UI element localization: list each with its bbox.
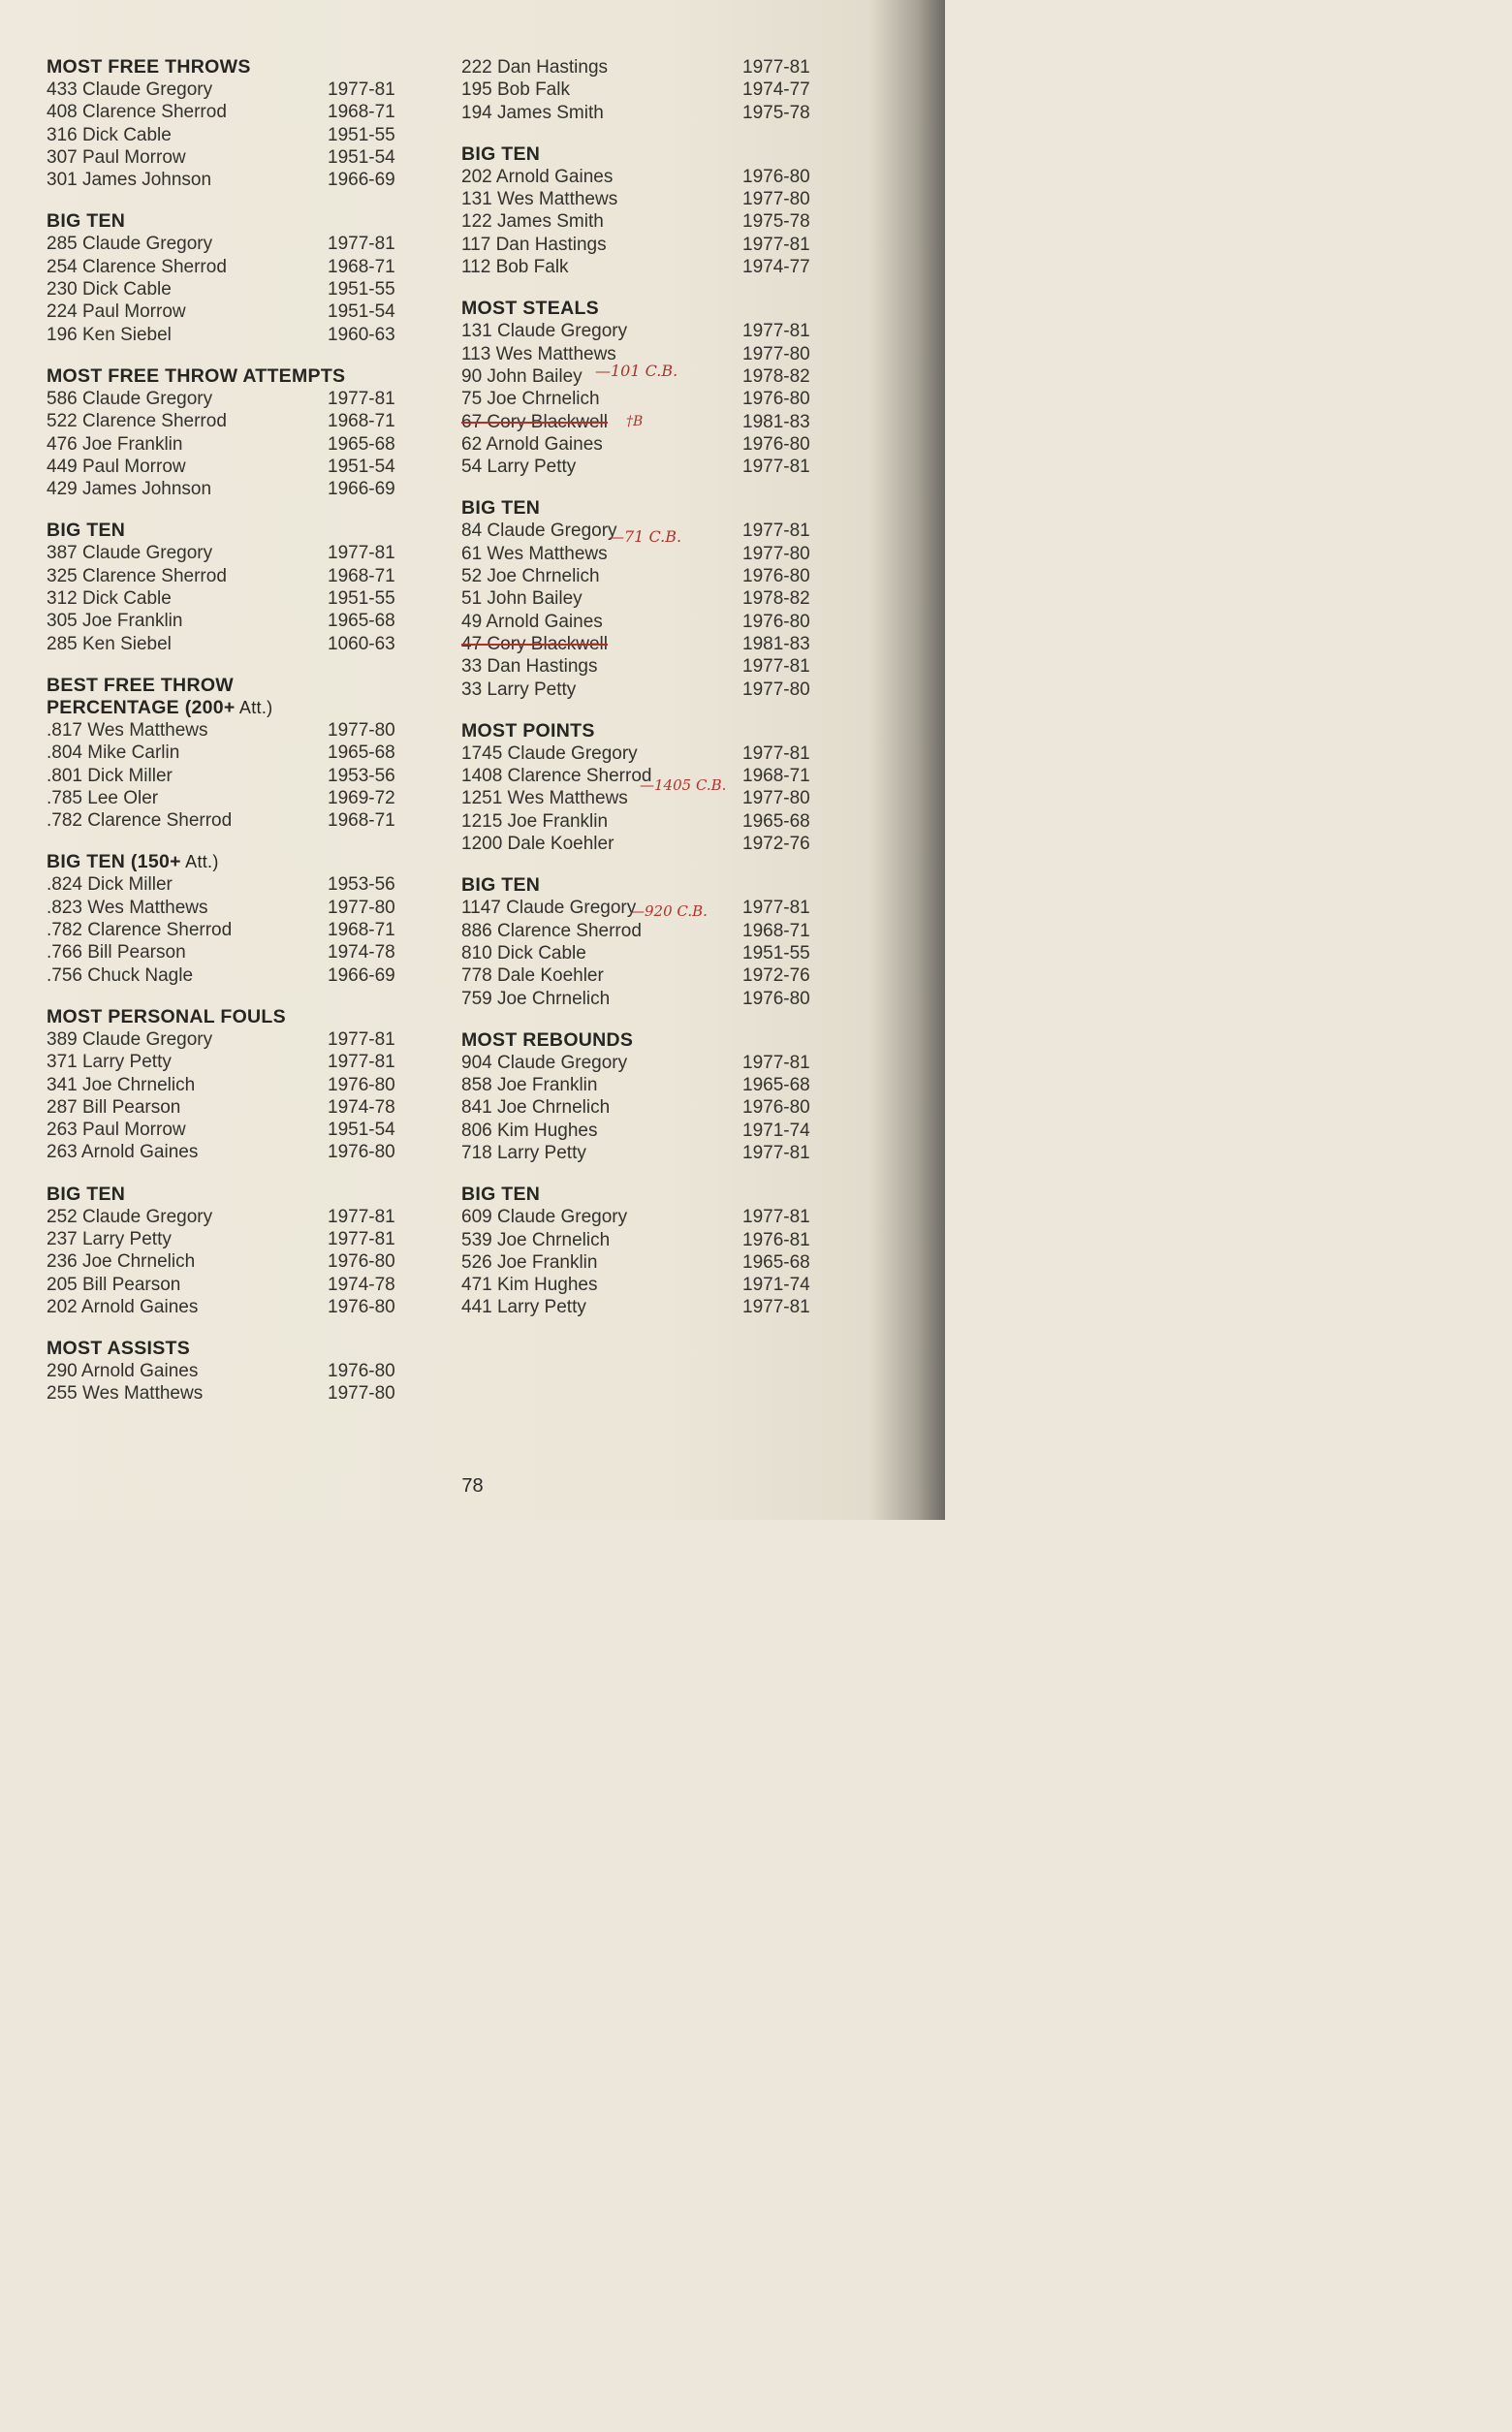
years: 1972-76: [742, 834, 810, 855]
list-item: [47, 565, 395, 587]
player: 224 Paul Morrow: [47, 301, 186, 323]
section-most-rebounds: [461, 1029, 810, 1164]
years: 1968-71: [328, 102, 395, 123]
years: 1968-71: [742, 920, 810, 941]
list-item: [461, 565, 810, 587]
list-item: [461, 1142, 810, 1164]
list-item: [47, 941, 395, 963]
list-item: [47, 765, 395, 787]
player: 263 Paul Morrow: [47, 1120, 186, 1141]
years: 1965-68: [328, 433, 395, 455]
years: 1978-82: [742, 588, 810, 610]
player: 1147 Claude Gregory —920 C.B.: [461, 897, 636, 919]
player: 858 Joe Franklin: [461, 1075, 598, 1096]
right-column: [461, 56, 810, 1339]
section-heading: BIG TEN: [461, 142, 541, 165]
handwritten-note: —1405 C.B.: [640, 776, 727, 795]
years: 1951-54: [328, 146, 395, 168]
list-item: [47, 124, 395, 146]
player: 237 Larry Petty: [47, 1228, 172, 1249]
player: 305 Joe Franklin: [47, 611, 183, 632]
list-item: [461, 920, 810, 942]
years: 1953-56: [328, 765, 395, 786]
player: 810 Dick Cable: [461, 942, 586, 963]
player: 75 Joe Chrnelich: [461, 389, 600, 410]
player: .817 Wes Matthews: [47, 719, 208, 741]
player: 61 Wes Matthews: [461, 543, 608, 564]
list-item: [47, 1028, 395, 1051]
player: 389 Claude Gregory: [47, 1028, 213, 1050]
player: 54 Larry Petty: [461, 457, 577, 478]
list-item: [47, 388, 395, 410]
list-item: [461, 79, 810, 101]
list-item: [461, 964, 810, 987]
years: 1977-81: [742, 1207, 810, 1228]
player: 205 Bill Pearson: [47, 1274, 181, 1295]
player: 112 Bob Falk: [461, 257, 569, 278]
years: 1951-55: [328, 124, 395, 145]
left-column: [47, 56, 395, 1425]
list-item: [461, 742, 810, 765]
list-item: [461, 361, 810, 388]
list-item: [461, 411, 810, 433]
section-most-free-throws: [47, 56, 395, 191]
list-item: [47, 1119, 395, 1141]
section-most-steals: [461, 298, 810, 478]
handwritten-note: —71 C.B.: [609, 527, 682, 547]
player: 522 Clarence Sherrod: [47, 411, 227, 432]
list-item: [47, 1274, 395, 1296]
section-heading: BIG TEN: [461, 1184, 541, 1206]
player: 526 Joe Franklin: [461, 1251, 598, 1273]
list-item: [461, 833, 810, 855]
player: 287 Bill Pearson: [47, 1096, 181, 1118]
player: 586 Claude Gregory: [47, 388, 213, 409]
section-big-ten-points: [461, 874, 810, 1009]
player: 806 Kim Hughes: [461, 1120, 598, 1141]
years: 1974-78: [328, 942, 395, 963]
list-item: [47, 256, 395, 278]
section-most-points: [461, 720, 810, 855]
list-item: [461, 787, 810, 809]
player: 301 James Johnson: [47, 170, 212, 191]
section-assists-continued: [461, 56, 810, 124]
section-heading: BIG TEN: [47, 520, 126, 542]
list-item: [47, 1141, 395, 1163]
player: 285 Ken Siebel: [47, 633, 172, 654]
years: 1965-68: [328, 742, 395, 764]
list-item: [461, 1074, 810, 1096]
years: 1977-80: [742, 788, 810, 809]
years: 1060-63: [328, 633, 395, 654]
list-item: [47, 1051, 395, 1073]
section-most-assists: [47, 1338, 395, 1406]
list-item: [47, 587, 395, 610]
years: 1953-56: [328, 874, 395, 896]
years: 1977-80: [328, 1383, 395, 1405]
years: 1965-68: [328, 611, 395, 632]
list-item: [47, 79, 395, 101]
years: 1976-81: [742, 1229, 810, 1250]
page-background: [0, 0, 945, 1520]
years: 1951-55: [742, 942, 810, 963]
years: 1951-54: [328, 1120, 395, 1141]
list-item: [47, 478, 395, 500]
player: 387 Claude Gregory: [47, 543, 213, 564]
list-item: [47, 897, 395, 919]
section-heading: BIG TEN: [461, 874, 541, 897]
list-item: [47, 324, 395, 346]
years: 1968-71: [328, 920, 395, 941]
player: .756 Chuck Nagle: [47, 964, 194, 986]
list-item: [461, 1274, 810, 1296]
list-item: [47, 1296, 395, 1318]
player: 263 Arnold Gaines: [47, 1142, 199, 1163]
player: .823 Wes Matthews: [47, 897, 208, 918]
player: 236 Joe Chrnelich: [47, 1251, 196, 1273]
player: 222 Dan Hastings: [461, 57, 609, 78]
list-item: [47, 433, 395, 456]
years: 1977-81: [328, 543, 395, 564]
section-heading: MOST REBOUNDS: [461, 1028, 634, 1051]
years: 1968-71: [328, 565, 395, 586]
years: 1971-74: [742, 1275, 810, 1296]
list-item: [461, 679, 810, 701]
list-item: [47, 410, 395, 432]
years: 1951-54: [328, 456, 395, 477]
years: 1977-80: [328, 897, 395, 918]
years: 1951-54: [328, 301, 395, 323]
section-big-ten-fouls: [47, 1184, 395, 1318]
section-heading: MOST FREE THROWS: [47, 56, 251, 78]
years: 1974-78: [328, 1274, 395, 1295]
years: 1968-71: [742, 766, 810, 787]
years: 1976-80: [328, 1251, 395, 1273]
years: 1976-80: [328, 1142, 395, 1163]
years: 1971-74: [742, 1120, 810, 1141]
years: 1975-78: [742, 102, 810, 123]
list-item: [461, 1096, 810, 1119]
player: 429 James Johnson: [47, 479, 212, 500]
years: 1977-81: [742, 656, 810, 678]
years: 1977-81: [742, 1297, 810, 1318]
player: 62 Arnold Gaines: [461, 433, 603, 455]
section-big-ten-free-throws: [47, 210, 395, 345]
player: 408 Clarence Sherrod: [47, 102, 227, 123]
player: .782 Clarence Sherrod: [47, 920, 233, 941]
list-item: [461, 1052, 810, 1074]
player: 433 Claude Gregory: [47, 79, 213, 100]
player: 539 Joe Chrnelich: [461, 1229, 611, 1250]
years: 1977-80: [328, 719, 395, 741]
player: 449 Paul Morrow: [47, 456, 186, 477]
list-item: [461, 1120, 810, 1142]
years: 1977-80: [742, 343, 810, 364]
player: 1200 Dale Koehler: [461, 834, 614, 855]
list-item: [47, 542, 395, 564]
section-big-ten-rebounds: [461, 1184, 810, 1318]
years: 1977-81: [742, 457, 810, 478]
list-item: [47, 1250, 395, 1273]
section-heading: BIG TEN: [47, 210, 126, 233]
player: 904 Claude Gregory: [461, 1052, 628, 1073]
list-item: [47, 787, 395, 809]
list-item: [47, 1360, 395, 1382]
list-item: [461, 388, 810, 410]
player: 90 John Bailey —101 C.B.: [461, 361, 678, 387]
years: 1960-63: [328, 324, 395, 345]
years: 1974-77: [742, 79, 810, 101]
years: 1977-80: [742, 543, 810, 564]
years: 1965-68: [742, 1251, 810, 1273]
player: 255 Wes Matthews: [47, 1383, 204, 1405]
years: 1976-80: [742, 566, 810, 587]
years: 1976-80: [742, 1097, 810, 1119]
player: 841 Joe Chrnelich: [461, 1097, 611, 1119]
years: 1977-81: [328, 79, 395, 100]
list-item: [461, 1206, 810, 1228]
player: 194 James Smith: [461, 102, 604, 123]
player: .785 Lee Oler: [47, 787, 159, 808]
section-big-ten-percentage: [47, 851, 395, 986]
years: 1977-81: [328, 388, 395, 409]
list-item: [461, 655, 810, 678]
player: 196 Ken Siebel: [47, 324, 172, 345]
section-heading: MOST POINTS: [461, 719, 595, 742]
list-item: [461, 1296, 810, 1318]
player: 202 Arnold Gaines: [47, 1296, 199, 1317]
player: .801 Dick Miller: [47, 765, 173, 786]
list-item: [47, 873, 395, 896]
section-heading-line2: PERCENTAGE (200+ Att.): [47, 696, 273, 718]
list-item: [461, 234, 810, 256]
list-item: [461, 256, 810, 278]
list-item: [47, 742, 395, 764]
player: 471 Kim Hughes: [461, 1275, 598, 1296]
player: .804 Mike Carlin: [47, 742, 180, 764]
player: 252 Claude Gregory: [47, 1206, 213, 1227]
years: 1977-81: [328, 1206, 395, 1227]
years: 1977-81: [328, 234, 395, 255]
player: 1745 Claude Gregory: [461, 742, 638, 764]
list-item: [461, 810, 810, 833]
player: 117 Dan Hastings: [461, 234, 607, 255]
list-item: [461, 765, 810, 795]
years: 1977-81: [742, 234, 810, 255]
player: 371 Larry Petty: [47, 1052, 172, 1073]
player: 316 Dick Cable: [47, 124, 172, 145]
list-item: [461, 102, 810, 124]
player: 52 Joe Chrnelich: [461, 566, 600, 587]
list-item: [47, 1206, 395, 1228]
section-heading: BIG TEN: [461, 497, 541, 520]
list-item: [47, 101, 395, 123]
list-item: [47, 633, 395, 655]
list-item: [47, 610, 395, 632]
years: 1977-81: [742, 57, 810, 78]
years: 1977-81: [742, 321, 810, 342]
years: 1975-78: [742, 211, 810, 233]
list-item: [461, 166, 810, 188]
section-big-ten-assists: [461, 143, 810, 278]
list-item: [461, 897, 810, 919]
years: 1978-82: [742, 365, 810, 387]
list-item: [461, 210, 810, 233]
list-item: [47, 919, 395, 941]
years: 1969-72: [328, 787, 395, 808]
section-heading: BIG TEN (150+ Att.): [47, 851, 219, 873]
player: 778 Dale Koehler: [461, 965, 604, 987]
list-item: [47, 964, 395, 987]
player: 290 Arnold Gaines: [47, 1361, 199, 1382]
list-item: [47, 719, 395, 742]
years: 1977-81: [742, 898, 810, 919]
player: 195 Bob Falk: [461, 79, 570, 101]
section-heading: MOST STEALS: [461, 298, 599, 320]
player: 341 Joe Chrnelich: [47, 1074, 196, 1095]
section-most-personal-fouls: [47, 1006, 395, 1164]
player: 33 Larry Petty: [461, 679, 577, 700]
years: 1951-55: [328, 279, 395, 300]
list-item: [461, 1251, 810, 1274]
player: 886 Clarence Sherrod: [461, 920, 642, 941]
years: 1981-83: [742, 633, 810, 654]
list-item: [47, 1096, 395, 1119]
handwritten-note: —920 C.B.: [630, 902, 708, 921]
years: 1977-80: [742, 679, 810, 700]
years: 1977-81: [328, 1228, 395, 1249]
player: 254 Clarence Sherrod: [47, 256, 227, 277]
player: 33 Dan Hastings: [461, 656, 598, 678]
player: 202 Arnold Gaines: [461, 166, 614, 187]
years: 1976-80: [742, 389, 810, 410]
years: 1976-80: [742, 433, 810, 455]
list-item: [461, 320, 810, 342]
years: 1977-81: [328, 1028, 395, 1050]
section-heading: BIG TEN: [47, 1183, 126, 1205]
player: 49 Arnold Gaines: [461, 611, 603, 632]
player: 441 Larry Petty: [461, 1297, 586, 1318]
list-item: [461, 188, 810, 210]
player: 113 Wes Matthews: [461, 343, 616, 364]
list-item: [47, 1228, 395, 1250]
years: 1977-81: [328, 1052, 395, 1073]
list-item: [461, 520, 810, 547]
years: 1966-69: [328, 479, 395, 500]
years: 1972-76: [742, 965, 810, 987]
years: 1977-81: [742, 1052, 810, 1073]
player: 51 John Bailey: [461, 588, 583, 610]
player: 67 Cory Blackwell †B: [461, 411, 644, 432]
years: 1976-80: [742, 611, 810, 632]
list-item: [461, 56, 810, 79]
player: 476 Joe Franklin: [47, 433, 183, 455]
section-best-free-throw-percentage: [47, 675, 395, 832]
player: 131 Wes Matthews: [461, 189, 618, 210]
years: 1981-83: [742, 411, 810, 432]
player: 1251 Wes Matthews: [461, 788, 628, 809]
player: 285 Claude Gregory: [47, 234, 213, 255]
years: 1968-71: [328, 810, 395, 832]
player: 307 Paul Morrow: [47, 146, 186, 168]
list-item: [461, 633, 810, 655]
years: 1977-81: [742, 742, 810, 764]
list-item: [461, 988, 810, 1010]
page-number: 78: [461, 1475, 484, 1497]
player: 230 Dick Cable: [47, 279, 172, 300]
player: 47 Cory Blackwell: [461, 633, 608, 654]
years: 1966-69: [328, 964, 395, 986]
list-item: [461, 456, 810, 478]
years: 1974-77: [742, 257, 810, 278]
player: 1215 Joe Franklin: [461, 810, 609, 832]
player: 122 James Smith: [461, 211, 604, 233]
list-item: [47, 169, 395, 191]
list-item: [47, 1074, 395, 1096]
player: .824 Dick Miller: [47, 874, 173, 896]
player: .766 Bill Pearson: [47, 942, 186, 963]
player: 759 Joe Chrnelich: [461, 988, 611, 1009]
list-item: [461, 611, 810, 633]
years: 1976-80: [742, 166, 810, 187]
player: .782 Clarence Sherrod: [47, 810, 233, 832]
list-item: [47, 809, 395, 832]
years: 1977-80: [742, 189, 810, 210]
player: 609 Claude Gregory: [461, 1207, 628, 1228]
years: 1951-55: [328, 588, 395, 610]
years: 1977-81: [742, 1142, 810, 1163]
section-heading: MOST FREE THROW ATTEMPTS: [47, 364, 346, 387]
player: 1408 Clarence Sherrod —1405 C.B.: [461, 765, 651, 787]
years: 1976-80: [742, 988, 810, 1009]
player: 718 Larry Petty: [461, 1142, 586, 1163]
list-item: [47, 1382, 395, 1405]
section-heading: MOST ASSISTS: [47, 1338, 191, 1360]
years: 1977-81: [742, 521, 810, 542]
list-item: [47, 456, 395, 478]
player: 325 Clarence Sherrod: [47, 565, 227, 586]
years: 1968-71: [328, 256, 395, 277]
list-item: [47, 233, 395, 255]
section-big-ten-steals: [461, 497, 810, 700]
years: 1976-80: [328, 1296, 395, 1317]
section-big-ten-attempts: [47, 520, 395, 654]
section-heading: BEST FREE THROW: [47, 674, 234, 696]
list-item: [461, 1229, 810, 1251]
player: 312 Dick Cable: [47, 588, 172, 610]
handwritten-note: —101 C.B.: [595, 361, 678, 380]
list-item: [47, 300, 395, 323]
list-item: [47, 278, 395, 300]
player: 84 Claude Gregory —71 C.B.: [461, 520, 617, 542]
years: 1976-80: [328, 1361, 395, 1382]
list-item: [47, 146, 395, 169]
player: 131 Claude Gregory: [461, 321, 628, 342]
years: 1965-68: [742, 810, 810, 832]
list-item: [461, 942, 810, 964]
years: 1976-80: [328, 1074, 395, 1095]
years: 1965-68: [742, 1075, 810, 1096]
list-item: [461, 433, 810, 456]
handwritten-note: †B: [626, 413, 644, 429]
list-item: [461, 587, 810, 610]
years: 1966-69: [328, 170, 395, 191]
section-heading: MOST PERSONAL FOULS: [47, 1005, 286, 1027]
years: 1968-71: [328, 411, 395, 432]
section-most-free-throw-attempts: [47, 365, 395, 500]
years: 1974-78: [328, 1096, 395, 1118]
